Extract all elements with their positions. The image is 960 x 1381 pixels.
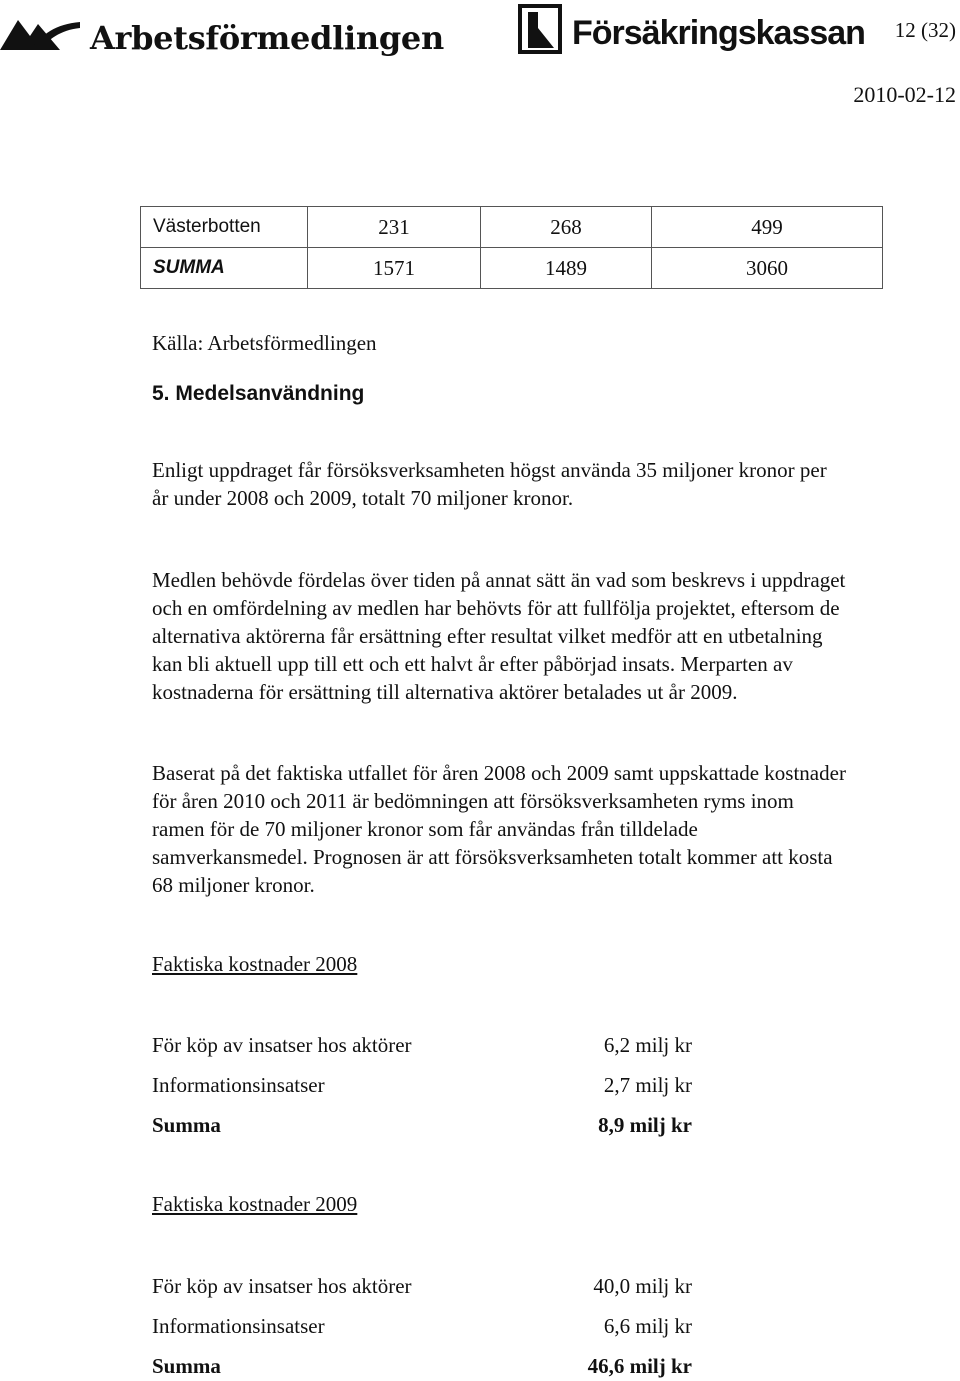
table-cell-value: 231 xyxy=(308,207,481,248)
table-cell-value: 1571 xyxy=(308,248,481,289)
paragraph-line: Baserat på det faktiska utfallet för åren 2008 och 2009 samt uppskattade kostnader xyxy=(152,761,846,785)
costs-2009-heading: Faktiska kostnader 2009 xyxy=(152,1192,358,1216)
page-number: 12 (32) xyxy=(894,18,956,42)
cost-total-label: Summa xyxy=(152,1354,221,1378)
cost-value: 40,0 milj kr xyxy=(593,1274,692,1298)
costs-2008-heading: Faktiska kostnader 2008 xyxy=(152,952,358,976)
paragraph-line: kan bli aktuell upp till ett och ett halvt år efter påbörjad insats. Merparten av xyxy=(152,652,793,676)
paragraph-budget xyxy=(152,456,952,512)
table-cell-value: 3060 xyxy=(652,248,883,289)
table-row-total xyxy=(141,248,883,289)
paragraph-line: alternativa aktörerna får ersättning efter resultat vilket medför att en utbetalning xyxy=(152,624,823,648)
cost-value: 2,7 milj kr xyxy=(603,1073,692,1097)
section-heading: 5. Medelsanvändning xyxy=(152,382,365,405)
table-row xyxy=(141,207,883,248)
paragraph-forecast xyxy=(152,759,952,899)
cost-value: 6,6 milj kr xyxy=(603,1314,692,1338)
paragraph-line: kostnaderna för ersättning till alternativa aktörer betalades ut år 2009. xyxy=(152,680,738,704)
table-cell-region: SUMMA xyxy=(141,248,308,289)
table-cell-region: Västerbotten xyxy=(141,207,308,248)
arbetsformedlingen-logo-icon xyxy=(0,14,82,54)
paragraph-line: för åren 2010 och 2011 är bedömningen att försöksverksamheten ryms inom xyxy=(152,789,794,813)
cost-total-label: Summa xyxy=(152,1113,221,1137)
table-cell-value: 268 xyxy=(481,207,652,248)
table-cell-value: 1489 xyxy=(481,248,652,289)
table-cell-value: 499 xyxy=(652,207,883,248)
cost-total-value: 46,6 milj kr xyxy=(587,1354,692,1378)
paragraph-line: ramen för de 70 miljoner kronor som får användas från tilldelade xyxy=(152,817,698,841)
paragraph-line: Enligt uppdraget får försöksverksamheten högst använda 35 miljoner kronor per xyxy=(152,458,827,482)
paragraph-line: 68 miljoner kronor. xyxy=(152,873,315,897)
paragraph-line: Medlen behövde fördelas över tiden på annat sätt än vad som beskrevs i uppdraget xyxy=(152,568,846,592)
paragraph-line: samverkansmedel. Prognosen är att försöksverksamheten totalt kommer att kosta xyxy=(152,845,833,869)
document-date: 2010-02-12 xyxy=(853,82,956,107)
table-source: Källa: Arbetsförmedlingen xyxy=(152,331,377,355)
cost-label: För köp av insatser hos aktörer xyxy=(152,1274,412,1298)
cost-value: 6,2 milj kr xyxy=(603,1033,692,1057)
forsakringskassan-logo-icon xyxy=(518,4,562,54)
cost-label: Informationsinsatser xyxy=(152,1314,325,1338)
org2-name: Försäkringskassan xyxy=(572,14,865,52)
cost-label: Informationsinsatser xyxy=(152,1073,325,1097)
cost-total-value: 8,9 milj kr xyxy=(598,1113,692,1137)
region-table xyxy=(140,206,883,289)
org1-name: Arbetsförmedlingen xyxy=(90,19,444,57)
paragraph-line: och en omfördelning av medlen har behövts för att fullfölja projektet, eftersom de xyxy=(152,596,840,620)
paragraph-distribution xyxy=(152,566,952,706)
paragraph-line: år under 2008 och 2009, totalt 70 miljoner kronor. xyxy=(152,486,574,510)
cost-label: För köp av insatser hos aktörer xyxy=(152,1033,412,1057)
